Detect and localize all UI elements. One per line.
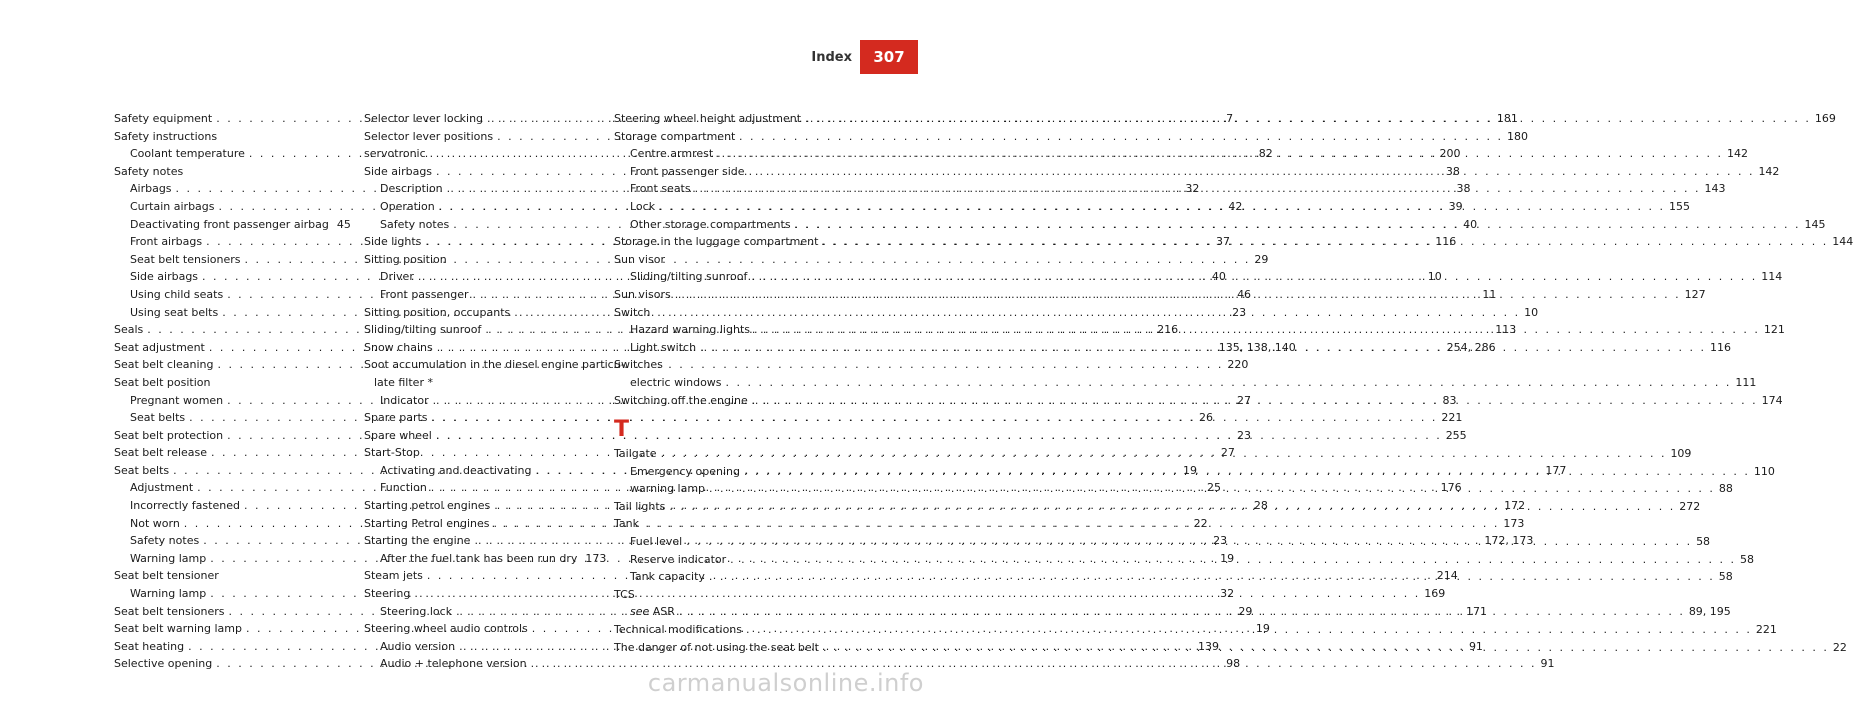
index-page-reference[interactable]: 181 — [1496, 112, 1518, 125]
index-page-reference[interactable]: 38 — [1445, 164, 1460, 178]
index-entry-text: Tailgate — [614, 447, 657, 461]
index-heading: Tank — [614, 517, 639, 531]
index-page-reference[interactable]: 19 — [1220, 551, 1235, 565]
dot-leader — [717, 147, 1723, 160]
index-page-reference[interactable]: 221 — [1755, 623, 1777, 637]
index-page-reference[interactable]: 143 — [1704, 182, 1726, 196]
index-page-reference[interactable]: 19 — [1183, 463, 1198, 477]
index-entry-text: After the fuel tank has been run dry — [380, 551, 578, 565]
index-entry-text: Safety notes — [130, 534, 200, 548]
running-header-title: Index — [811, 50, 852, 65]
index-page-reference[interactable]: 214 — [1436, 569, 1458, 583]
index-entry-text: Pregnant women — [130, 393, 224, 407]
index-page-reference[interactable]: 145 — [1804, 217, 1826, 231]
index-page-reference[interactable]: 216 — [1157, 323, 1179, 337]
index-page-reference[interactable]: 22 — [1832, 640, 1847, 654]
index-entry-text: warning lamp — [630, 482, 706, 496]
index-page-reference[interactable]: 23 — [1232, 305, 1247, 319]
index-heading: Switches — [614, 358, 663, 372]
index-page-reference[interactable]: 29 — [1238, 604, 1253, 618]
index-page-reference[interactable]: 82 — [1258, 147, 1273, 161]
index-page-reference[interactable]: 200 — [1439, 147, 1461, 161]
index-page-reference[interactable]: 139 — [1197, 639, 1219, 653]
dot-leader — [822, 235, 1828, 248]
dot-leader — [675, 288, 1681, 301]
index-entry-text: Deactivating front passenger airbag — [130, 217, 329, 231]
index-page-reference[interactable]: 32 — [1185, 182, 1200, 196]
index-entry-text: Selector lever positions — [364, 129, 494, 143]
index-page-reference[interactable]: 58 — [1718, 570, 1733, 584]
index-subentry — [114, 218, 350, 236]
index-page-reference[interactable]: 91 — [1468, 639, 1483, 653]
dot-leader — [709, 570, 1715, 583]
index-page-reference[interactable]: 255 — [1445, 428, 1467, 442]
index-entry-text: Incorrectly fastened — [130, 499, 240, 513]
dot-leader — [795, 218, 1801, 231]
index-entry-text: Reserve indicator — [630, 552, 727, 566]
index-entry-text: Fuel level — [630, 535, 683, 549]
index-page-reference[interactable]: 272 — [1679, 499, 1701, 513]
index-page-reference[interactable]: 220 — [1227, 358, 1249, 372]
index-entry-text: Steam jets — [364, 569, 423, 583]
index-page-reference[interactable]: 173 — [1503, 516, 1525, 530]
index-entry-text: Driver — [380, 270, 414, 284]
index-page-reference[interactable]: 135, 138, 140 — [1218, 340, 1296, 354]
index-entry-text: Seat belts — [114, 463, 170, 477]
index-entry-text: Spare parts — [364, 411, 428, 425]
index-page-reference[interactable]: 173 — [585, 551, 607, 565]
index-entry-text: Front passenger side — [630, 164, 745, 178]
index-entry-text: Spare wheel — [364, 428, 432, 442]
index-entry-text: Description — [380, 182, 443, 196]
index-page-reference[interactable]: 27 — [1220, 446, 1235, 460]
index-entry-text: Operation — [380, 199, 435, 213]
index-page-reference[interactable]: 89, 195 — [1688, 605, 1731, 619]
index-entry-text: Centre armrest — [630, 147, 714, 161]
index-entry-text: Seat belt tensioners — [130, 252, 241, 266]
index-entry-text: Seat belt protection — [114, 428, 224, 442]
dot-leader — [709, 482, 1715, 495]
index-entry-text: Selective opening — [114, 657, 213, 671]
index-page-reference[interactable]: 45 — [336, 217, 351, 231]
index-heading: Start-Stop — [364, 446, 420, 460]
index-entry-text: Steering wheel height adjustment — [614, 112, 802, 125]
dot-leader — [695, 182, 1701, 195]
index-page-reference[interactable]: 111 — [1735, 375, 1757, 389]
index-entry-text: Sun visors — [614, 287, 671, 301]
index-entry-text: Not worn — [130, 516, 180, 530]
index-entry-text: Hazard warning lights — [630, 323, 750, 337]
index-entry-text: Selector lever locking — [364, 112, 484, 125]
index-entry-text: Side airbags — [130, 270, 199, 284]
index-page-reference[interactable]: 25 — [1207, 481, 1222, 495]
index-entry-text: Seat belt tensioners — [114, 604, 225, 618]
dot-leader — [669, 500, 1675, 513]
index-entry-text: Other storage compartments — [630, 217, 791, 231]
index-entry-text: Steering lock — [380, 604, 453, 618]
index-entry-text: Emergency opening — [630, 464, 740, 478]
index-entry-text: Function — [380, 481, 427, 495]
index-entry-text: Curtain airbags — [130, 199, 215, 213]
index-page-reference[interactable]: 113 — [1495, 323, 1517, 337]
index-page-reference[interactable]: 46 — [1237, 287, 1252, 301]
index-page-reference[interactable]: 39 — [1448, 199, 1463, 213]
dot-leader — [805, 112, 1811, 125]
index-page-reference[interactable]: 23 — [1213, 534, 1228, 548]
index-entry-text: Seat belt cleaning — [114, 358, 214, 372]
index-page-reference[interactable]: 22 — [1193, 516, 1208, 530]
index-entry-text: Side airbags — [364, 164, 433, 178]
index-entry-text: Coolant temperature — [130, 147, 245, 161]
index-subentry — [364, 551, 607, 570]
index-entry-text: Airbags — [130, 182, 172, 196]
index-page-reference[interactable]: 144 — [1832, 235, 1853, 249]
dot-leader — [432, 411, 1438, 424]
dot-leader — [754, 323, 1760, 336]
index-page-reference[interactable]: 142 — [1727, 147, 1749, 161]
dot-leader — [436, 429, 1442, 442]
index-heading: Sun visor — [614, 252, 665, 266]
watermark: carmanualsonline.info — [647, 669, 924, 697]
index-page-reference[interactable]: 98 — [1226, 657, 1241, 671]
index-entry-text: Lock — [630, 199, 656, 213]
index-page-reference[interactable]: 11 — [1482, 287, 1497, 301]
dot-leader — [686, 535, 1692, 548]
index-entry-text: Indicator — [380, 393, 429, 407]
index-heading: Soot accumulation in the diesel engine particu- — [364, 358, 625, 372]
index-page-reference[interactable]: 7 — [1226, 112, 1234, 125]
dot-leader — [749, 165, 1755, 178]
index-page-reference[interactable]: 180 — [1506, 129, 1528, 143]
index-page-reference[interactable]: 176 — [1440, 481, 1462, 495]
index-page-reference[interactable]: 28 — [1253, 499, 1268, 513]
index-page-reference[interactable]: 26 — [1199, 411, 1214, 425]
index-heading: TCS — [614, 587, 635, 601]
index-entry-text: Snow chains — [364, 340, 433, 354]
index-entry-text: Starting petrol engines — [364, 499, 491, 513]
index-entry-text: Sliding/tilting sunroof — [364, 323, 482, 337]
index-entry-text: Side lights — [364, 235, 422, 249]
index-entry-text: Audio version — [380, 639, 456, 653]
index-page-reference[interactable]: 58 — [1696, 535, 1711, 549]
dot-leader — [700, 341, 1706, 354]
index-page-reference[interactable]: 110 — [1753, 464, 1775, 478]
index-page-reference[interactable]: 155 — [1668, 199, 1690, 213]
dot-leader — [730, 553, 1736, 566]
index-heading: Sitting position — [364, 252, 447, 266]
index-entry-text: Seat heating — [114, 639, 185, 653]
index-entry-text: Audio + telephone version — [380, 657, 527, 671]
index-page-reference[interactable]: 114 — [1761, 270, 1783, 284]
index-entry-text: Seat adjustment — [114, 340, 205, 354]
index-page-reference[interactable]: 172, 173 — [1484, 534, 1534, 548]
index-entry-text: Sitting position, occupants — [364, 305, 511, 319]
index-entry-text: The danger of not using the seat belt — [614, 640, 819, 654]
index-page-reference[interactable]: 10 — [1524, 305, 1539, 319]
index-entry-text: Tail lights — [614, 499, 666, 513]
index-section-letter: T — [614, 417, 630, 443]
index-page-reference[interactable]: 177 — [1545, 463, 1567, 477]
see-reference-label: see — [630, 605, 650, 619]
index-entry-text: Seat belt warning lamp — [114, 622, 242, 636]
index-page-reference[interactable]: 127 — [1684, 287, 1706, 301]
index-page-reference[interactable]: 10 — [1427, 270, 1442, 284]
index-entry-text: Using child seats — [130, 287, 224, 301]
index-page-reference[interactable]: 116 — [1709, 340, 1731, 354]
index-page-reference[interactable]: 116 — [1435, 235, 1457, 249]
index-entry-text: Starting the engine — [364, 534, 471, 548]
index-page-reference[interactable]: 174 — [1761, 393, 1783, 407]
index-entry-text: Sliding/tilting sunroof — [630, 270, 748, 284]
index-heading: Seat belt position — [114, 375, 211, 389]
index-entry-text: Warning lamp — [130, 551, 207, 565]
index-page-reference[interactable]: 171 — [1465, 604, 1487, 618]
page-number-badge: 307 — [860, 40, 918, 74]
index-entry-text: Warning lamp — [130, 587, 207, 601]
index-page-reference[interactable]: 83 — [1442, 393, 1457, 407]
index-page-reference[interactable]: 40 — [1211, 270, 1226, 284]
index-entry-text: Starting Petrol engines — [364, 516, 490, 530]
dot-leader — [744, 465, 1750, 478]
index-page-reference[interactable]: 38 — [1456, 182, 1471, 196]
index-entry-text: Using seat belts — [130, 305, 219, 319]
index-entry-text: Seat belts — [130, 411, 186, 425]
index-page-reference[interactable]: 58 — [1740, 552, 1755, 566]
index-entry-text: Switching off the engine — [614, 393, 748, 407]
index-entry-text: Adjustment — [130, 481, 194, 495]
index-page-reference[interactable]: 32 — [1220, 587, 1235, 601]
index-entry-text: Storage in the luggage compartment — [614, 235, 819, 249]
index-page-reference[interactable]: 37 — [1215, 235, 1230, 249]
dot-leader — [746, 623, 1752, 636]
index-entry-text: Tank capacity — [630, 570, 705, 584]
index-page-reference[interactable]: 142 — [1758, 164, 1780, 178]
index-entry-text: Front passenger — [380, 287, 469, 301]
index-entry-text: Front airbags — [130, 235, 203, 249]
dot-leader — [679, 605, 1685, 618]
index-entry-text: Front seats — [630, 182, 691, 196]
dot-leader — [414, 587, 1420, 600]
index-page-reference[interactable]: 27 — [1237, 393, 1252, 407]
index-page-reference[interactable]: 29 — [1254, 252, 1269, 266]
index-page-reference[interactable]: 172 — [1504, 499, 1526, 513]
index-entry-text: Safety notes — [380, 217, 450, 231]
dot-leader — [751, 270, 1757, 283]
index-entry-text: electric windows — [630, 375, 722, 389]
index-entry-text: Light switch — [630, 340, 697, 354]
index-entry-text: Steering — [364, 587, 411, 601]
dot-leader — [726, 376, 1732, 389]
index-heading: Steering wheel audio controls — [364, 622, 528, 636]
index-entry-text: Seat belt release — [114, 446, 208, 460]
index-page-reference[interactable]: 109 — [1670, 447, 1692, 461]
dot-leader — [661, 447, 1667, 460]
index-heading: Seat belt tensioner — [114, 569, 219, 583]
index-page-reference[interactable]: 19 — [1255, 622, 1270, 636]
index-page-reference[interactable]: 254, 286 — [1446, 340, 1496, 354]
index-page-reference[interactable]: 121 — [1763, 323, 1785, 337]
index-heading: Switch — [614, 305, 651, 319]
index-page-reference[interactable]: 169 — [1424, 587, 1446, 601]
index-entry-text: Seals — [114, 323, 144, 337]
index-entry-text: servotronic — [364, 147, 426, 161]
dot-leader — [823, 641, 1829, 654]
index-page-reference[interactable]: 40 — [1463, 217, 1478, 231]
index-heading-continuation: late filter * — [374, 375, 433, 389]
dot-leader — [752, 394, 1758, 407]
index-heading: Safety notes — [114, 164, 184, 178]
dot-leader — [659, 200, 1665, 213]
index-heading: Safety instructions — [114, 129, 218, 143]
index-entry-text: Safety equipment — [114, 112, 213, 125]
index-page-reference[interactable]: 23 — [1236, 428, 1251, 442]
index-entry-text: Technical modifications — [614, 623, 743, 637]
index-page-reference[interactable]: 91 — [1540, 657, 1555, 671]
index-entry-text: ASR — [652, 605, 675, 619]
index-page-reference[interactable]: 169 — [1814, 112, 1836, 125]
index-entry-text: Activating and deactivating — [380, 463, 532, 477]
index-page-reference[interactable]: 221 — [1441, 411, 1463, 425]
index-page-reference[interactable]: 42 — [1228, 199, 1243, 213]
index-page-reference[interactable]: 88 — [1718, 482, 1733, 496]
index-heading: Storage compartment — [614, 129, 736, 143]
index-subentry — [614, 375, 1757, 394]
